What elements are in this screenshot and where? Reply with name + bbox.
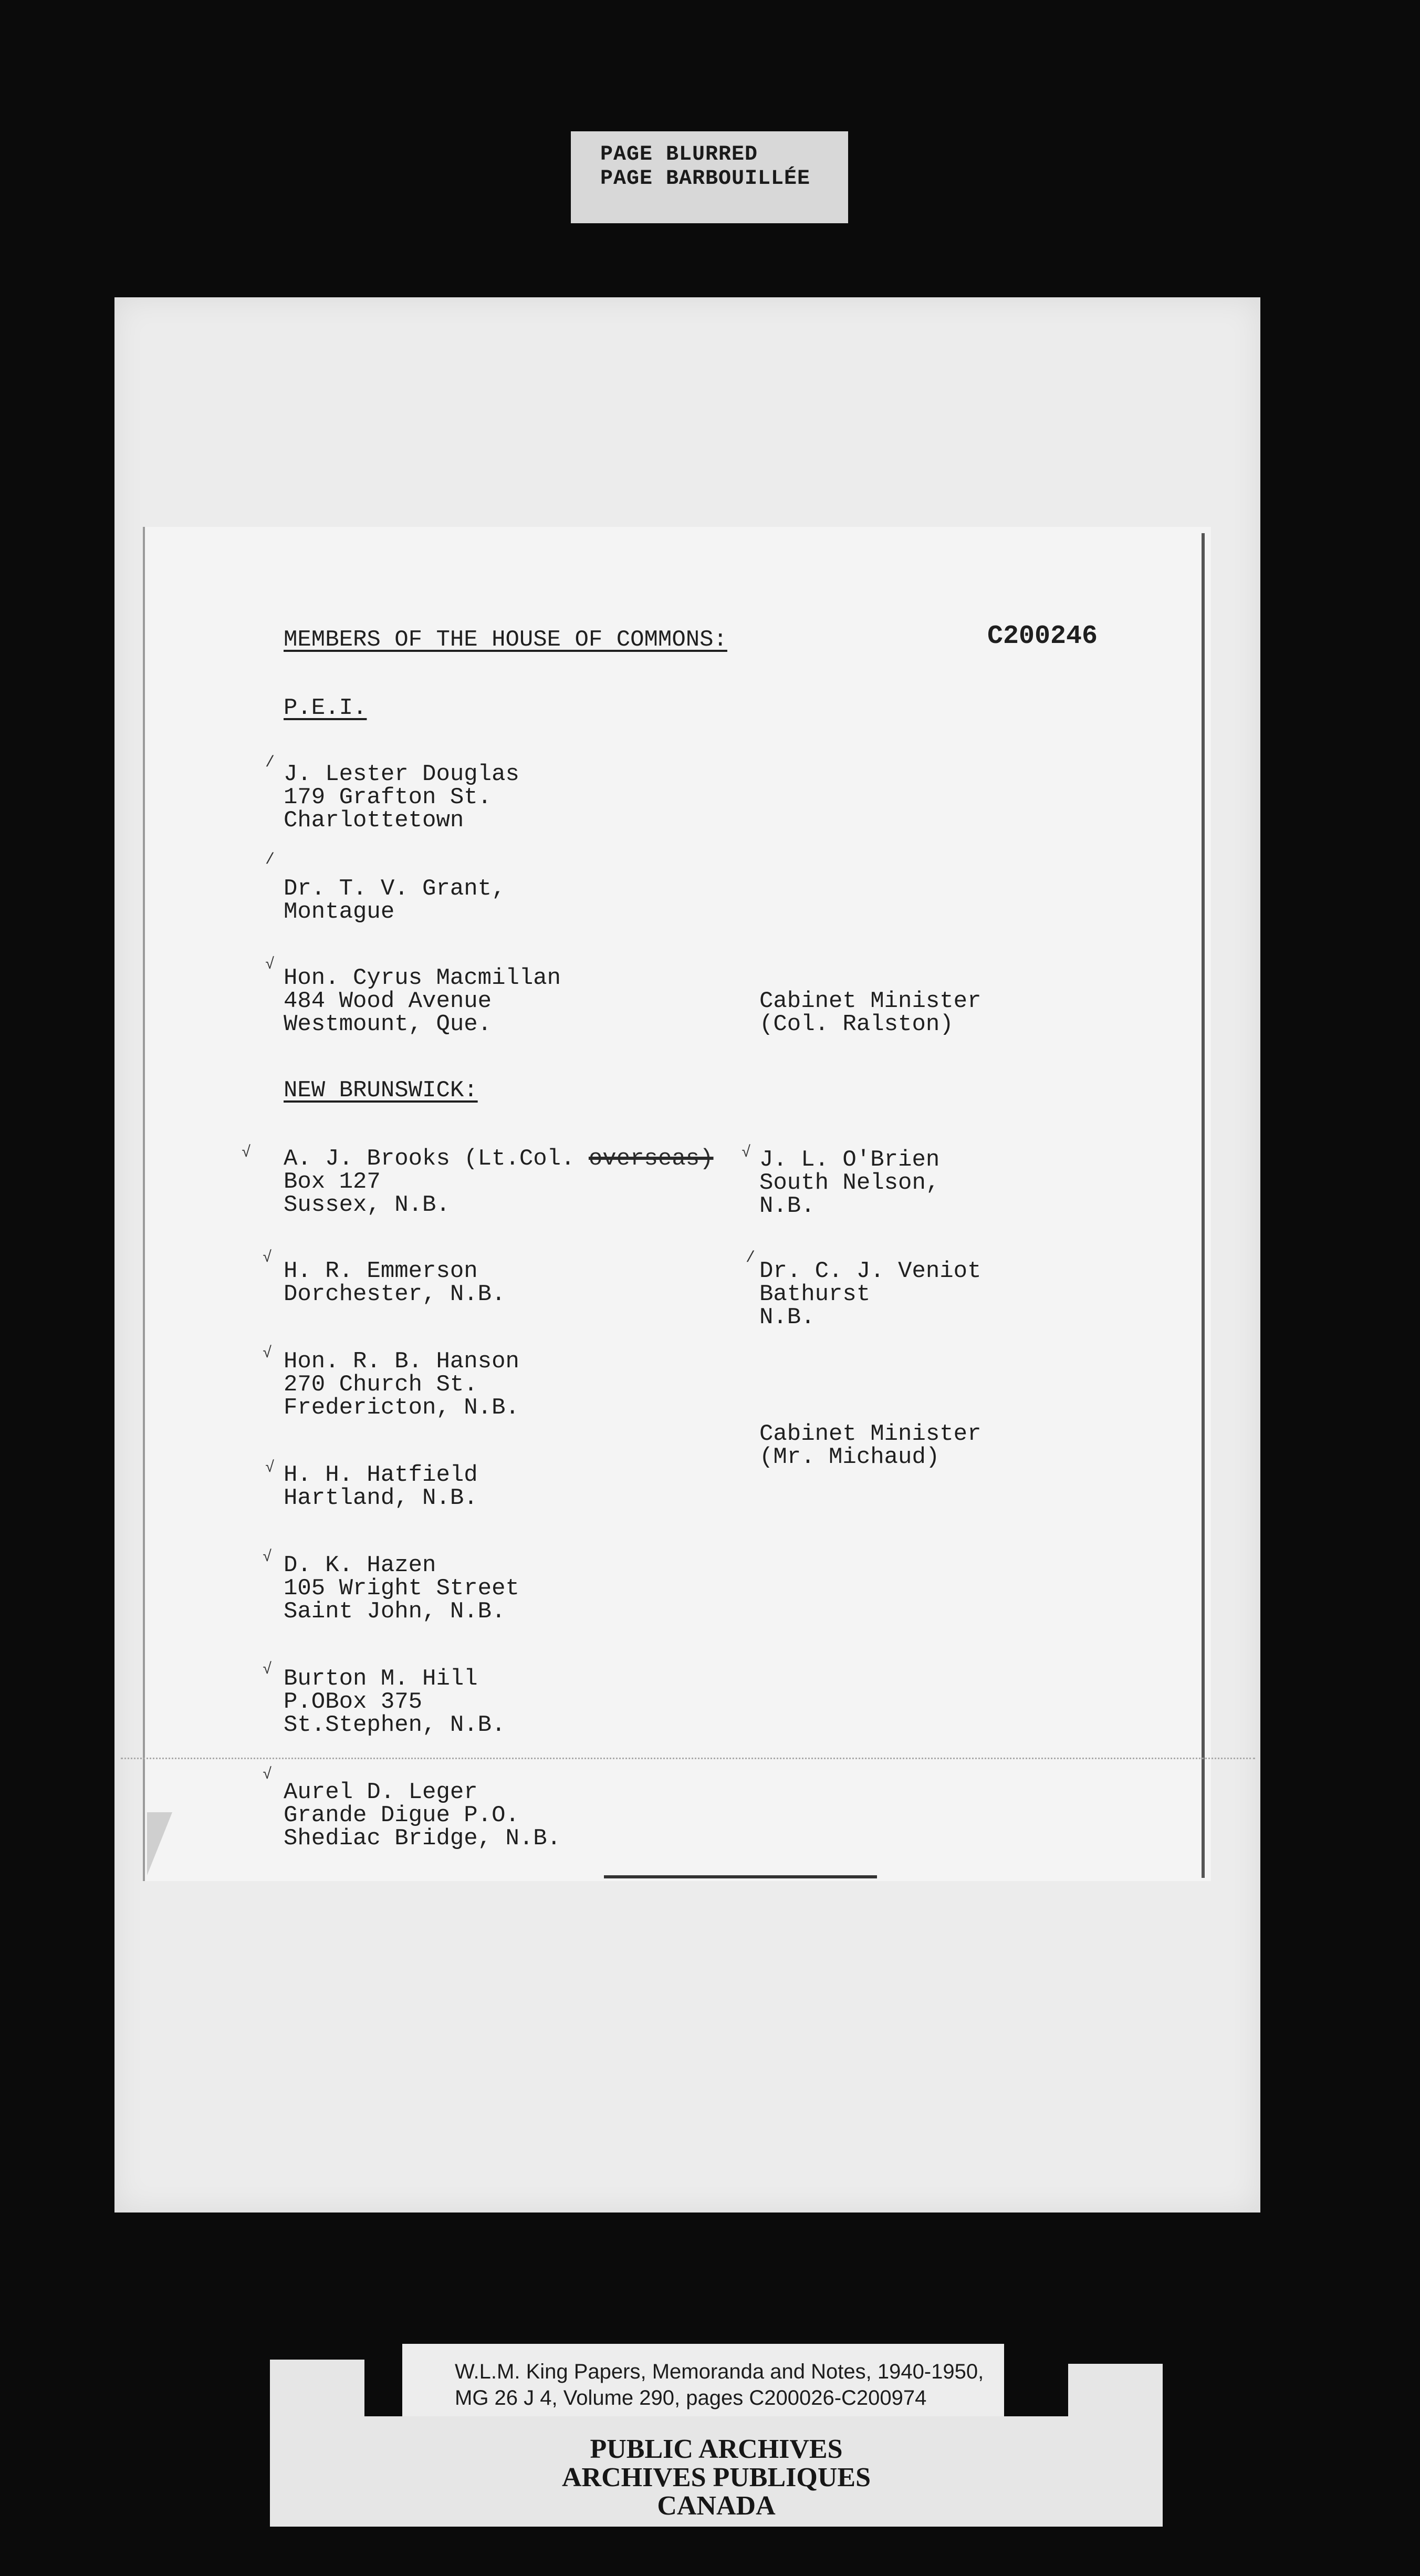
struck-text: overseas) — [588, 1146, 714, 1172]
member-name: H. R. Emmerson — [284, 1258, 478, 1284]
member-name: H. H. Hatfield — [284, 1462, 478, 1488]
member-name: Dr. C. J. Veniot — [759, 1258, 982, 1284]
member-address: 270 Church St. — [284, 1372, 478, 1398]
member-address: 105 Wright Street — [284, 1575, 519, 1602]
member-address: 484 Wood Avenue — [284, 988, 492, 1014]
member-city: Westmount, Que. — [284, 1011, 492, 1037]
member-name: Aurel D. Leger — [284, 1779, 478, 1805]
member-name: A. J. Brooks (Lt.Col. overseas) — [284, 1146, 714, 1172]
check-mark: √ — [742, 1144, 751, 1162]
member-city: Hartland, N.B. — [284, 1485, 478, 1511]
member-entry — [284, 1781, 561, 1850]
check-mark: √ — [263, 1549, 273, 1566]
note-role: Cabinet Minister — [759, 1421, 982, 1447]
member-entry — [284, 1667, 505, 1737]
section-title-pei: P.E.I. — [284, 695, 367, 721]
source-line-collection: W.L.M. King Papers, Memoranda and Notes, 1940-1950, — [455, 2360, 984, 2383]
check-mark: / — [265, 851, 275, 869]
public-archives-label — [270, 2416, 1163, 2527]
member-city: Shediac Bridge, N.B. — [284, 1825, 561, 1852]
source-line-volume: MG 26 J 4, Volume 290, pages C200026-C200974 — [455, 2386, 927, 2409]
member-province: N.B. — [759, 1304, 815, 1331]
check-mark: √ — [263, 1766, 273, 1784]
member-city: Sussex, N.B. — [284, 1192, 450, 1218]
check-mark: √ — [263, 1345, 273, 1363]
member-address: Grande Digue P.O. — [284, 1802, 519, 1829]
cabinet-minister-note — [759, 1422, 981, 1469]
member-name: Hon. Cyrus Macmillan — [284, 965, 561, 991]
member-city: Montague — [284, 899, 395, 925]
member-city: Dorchester, N.B. — [284, 1281, 506, 1307]
member-city: St.Stephen, N.B. — [284, 1712, 506, 1738]
member-entry — [284, 1350, 519, 1419]
note-minister: (Col. Ralston) — [759, 1011, 954, 1037]
check-mark: √ — [263, 1249, 273, 1267]
member-address: South Nelson, — [759, 1170, 940, 1196]
member-entry — [284, 1147, 714, 1217]
archive-label-tab-left — [270, 2360, 364, 2423]
member-name: D. K. Hazen — [284, 1552, 436, 1578]
section-title-new-brunswick: NEW BRUNSWICK: — [284, 1077, 478, 1104]
member-name: J. Lester Douglas — [284, 761, 519, 787]
document-heading: MEMBERS OF THE HOUSE OF COMMONS: — [284, 627, 727, 653]
member-entry — [284, 877, 505, 923]
note-role: Cabinet Minister — [759, 988, 982, 1014]
member-name: J. L. O'Brien — [759, 1147, 940, 1173]
check-mark: / — [265, 754, 275, 772]
document-id: C200246 — [987, 621, 1098, 651]
archive-name-english: PUBLIC ARCHIVES — [590, 2434, 843, 2464]
member-entry — [759, 1148, 939, 1218]
check-mark: / — [746, 1249, 756, 1267]
member-entry — [284, 763, 519, 832]
member-entry — [284, 1260, 505, 1306]
archive-country: CANADA — [657, 2491, 776, 2521]
fold-line — [121, 1758, 1255, 1760]
check-mark: √ — [263, 1661, 273, 1679]
microfilm-source-label — [402, 2344, 1004, 2428]
cabinet-minister-note — [759, 990, 981, 1036]
member-address: 179 Grafton St. — [284, 784, 492, 811]
member-entry — [284, 1554, 519, 1623]
member-name: Burton M. Hill — [284, 1666, 478, 1692]
page-bottom-edge — [604, 1875, 877, 1878]
member-name: Dr. T. V. Grant, — [284, 876, 506, 902]
note-minister: (Mr. Michaud) — [759, 1444, 940, 1470]
check-mark: √ — [265, 1459, 275, 1477]
member-city: N.B. — [759, 1193, 815, 1219]
folded-corner — [147, 1812, 172, 1875]
member-city: Saint John, N.B. — [284, 1598, 506, 1625]
stamp-line-english: PAGE BLURRED — [600, 143, 758, 167]
member-address: P.OBox 375 — [284, 1689, 423, 1715]
member-city: Charlottetown — [284, 807, 464, 834]
page-blurred-stamp — [571, 131, 848, 223]
check-mark: √ — [265, 956, 275, 974]
check-mark: √ — [242, 1144, 252, 1162]
member-name: Hon. R. B. Hanson — [284, 1348, 519, 1375]
member-entry — [284, 1463, 478, 1510]
page-edge-shadow — [1202, 533, 1205, 1878]
member-address: Box 127 — [284, 1169, 381, 1195]
member-city: Bathurst — [759, 1281, 871, 1307]
stamp-line-french: PAGE BARBOUILLÉE — [600, 167, 811, 191]
member-city: Fredericton, N.B. — [284, 1395, 519, 1421]
member-entry — [284, 967, 561, 1036]
member-entry — [759, 1260, 981, 1329]
archive-name-french: ARCHIVES PUBLIQUES — [561, 2463, 871, 2492]
